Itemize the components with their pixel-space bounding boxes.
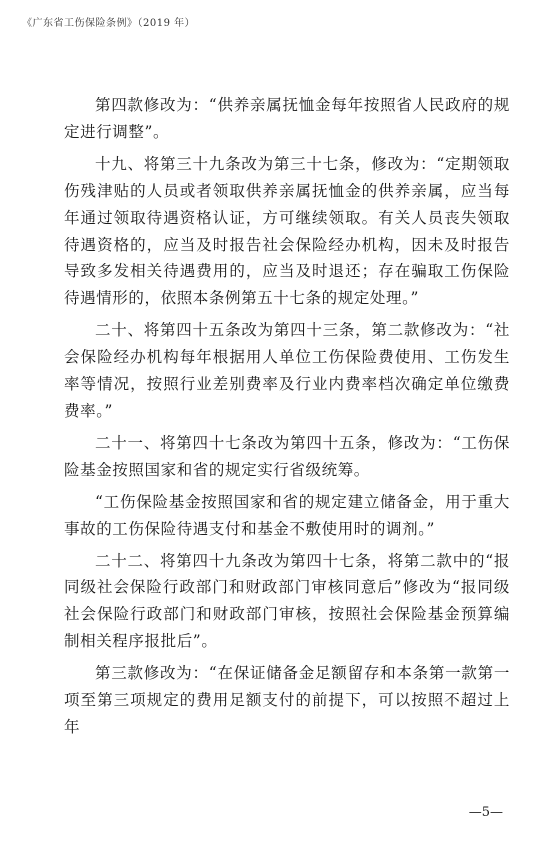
paragraph: “工伤保险基金按照国家和省的规定建立储备金，用于重大事故的工伤保险待遇支付和基金不敷使用时的调剂。” (64, 492, 510, 538)
paragraph: 二十一、将第四十七条改为第四十五条，修改为：“工伤保险基金按照国家和省的规定实行省级统筹。 (64, 433, 510, 479)
document-header: 《广东省工伤保险条例》（2019 年） (22, 18, 196, 29)
paragraph: 二十二、将第四十九条改为第四十七条，将第二款中的“报同级社会保险行政部门和财政部门审核同意后”修改为“报同级社会保险行政部门和财政部门审核，按照社会保险基金预算编制相关程序报批后”。 (64, 551, 510, 651)
paragraph: 二十、将第四十五条改为第四十三条，第二款修改为：“社会保险经办机构每年根据用人单位工伤保险费使用、工伤发生率等情况，按照行业差别费率及行业内费率档次确定单位缴费费率。” (64, 321, 510, 420)
paragraph: 第三款修改为：“在保证储备金足额留存和本条第一款第一项至第三项规定的费用足额支付的前提下，可以按照不超过上年 (64, 664, 510, 736)
document-body (64, 92, 510, 746)
paragraph: 第四款修改为：“供养亲属抚恤金每年按照省人民政府的规定进行调整”。 (64, 96, 510, 141)
page-number: —5— (468, 805, 503, 820)
paragraph: 十九、将第三十九条改为第三十七条，修改为：“定期领取伤残津贴的人员或者领取供养亲属抚恤金的供养亲属，应当每年通过领取待遇资格认证，方可继续领取。有关人员丧失领取待遇资格的，应当及时报告社会保险经办机构，因未及时报告导致多发相关待遇费用的，应当及时退还；存在骗取工伤保险待遇情形的，依照本条例第五十七条的规定处理。” (64, 154, 510, 308)
